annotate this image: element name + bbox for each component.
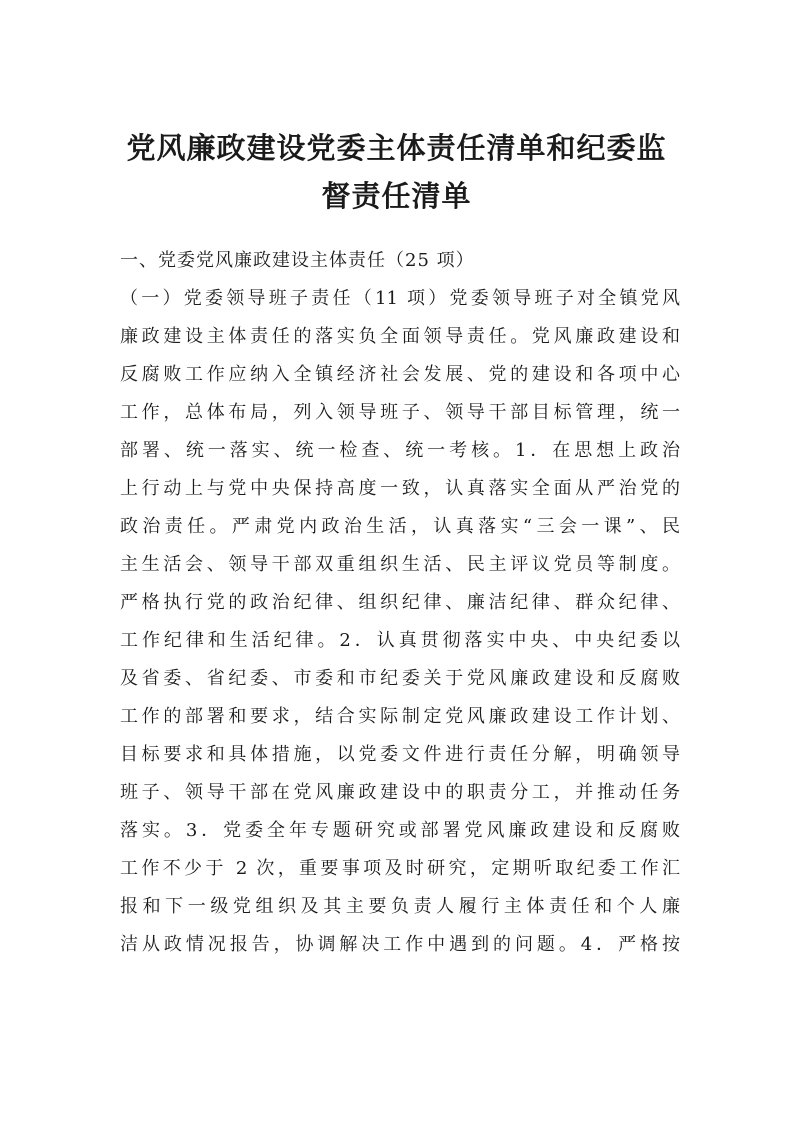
body-line: （一）党委领导班子责任（11 项）党委领导班子对全镇党风	[120, 288, 680, 309]
body-line: 落实。3．党委全年专题研究或部署党风廉政建设和反腐败	[120, 820, 680, 841]
document-title-line-1: 党风廉政建设党委主体责任清单和纪委监	[126, 131, 667, 165]
body-line: 工作不少于 2 次，重要事项及时研究，定期听取纪委工作汇	[120, 858, 680, 879]
body-line: 政治责任。严肃党内政治生活，认真落实“三会一课”、民	[120, 516, 680, 537]
body-line: 严格执行党的政治纪律、组织纪律、廉洁纪律、群众纪律、	[120, 592, 680, 613]
body-text	[120, 280, 680, 964]
body-line: 上行动上与党中央保持高度一致，认真落实全面从严治党的	[120, 478, 680, 499]
body-line: 主生活会、领导干部双重组织生活、民主评议党员等制度。	[120, 554, 680, 575]
body-line: 工作纪律和生活纪律。2．认真贯彻落实中央、中央纪委以	[120, 630, 680, 651]
section-heading: 一、党委党风廉政建设主体责任（25 项）	[120, 250, 475, 271]
body-line: 报和下一级党组织及其主要负责人履行主体责任和个人廉	[120, 896, 680, 917]
body-line: 目标要求和具体措施，以党委文件进行责任分解，明确领导	[120, 744, 680, 765]
document-title-line-2: 督责任清单	[321, 179, 472, 213]
body-line: 及省委、省纪委、市委和市纪委关于党风廉政建设和反腐败	[120, 668, 680, 689]
body-line: 班子、领导干部在党风廉政建设中的职责分工，并推动任务	[120, 782, 680, 803]
body-line: 洁从政情况报告，协调解决工作中遇到的问题。4．严格按	[120, 934, 680, 955]
body-line: 工作的部署和要求，结合实际制定党风廉政建设工作计划、	[120, 706, 680, 727]
body-line: 廉政建设主体责任的落实负全面领导责任。党风廉政建设和	[120, 326, 680, 347]
body-line: 部署、统一落实、统一检查、统一考核。1．在思想上政治	[120, 440, 680, 461]
body-line: 工作，总体布局，列入领导班子、领导干部目标管理，统一	[120, 402, 680, 423]
body-line: 反腐败工作应纳入全镇经济社会发展、党的建设和各项中心	[120, 364, 680, 385]
